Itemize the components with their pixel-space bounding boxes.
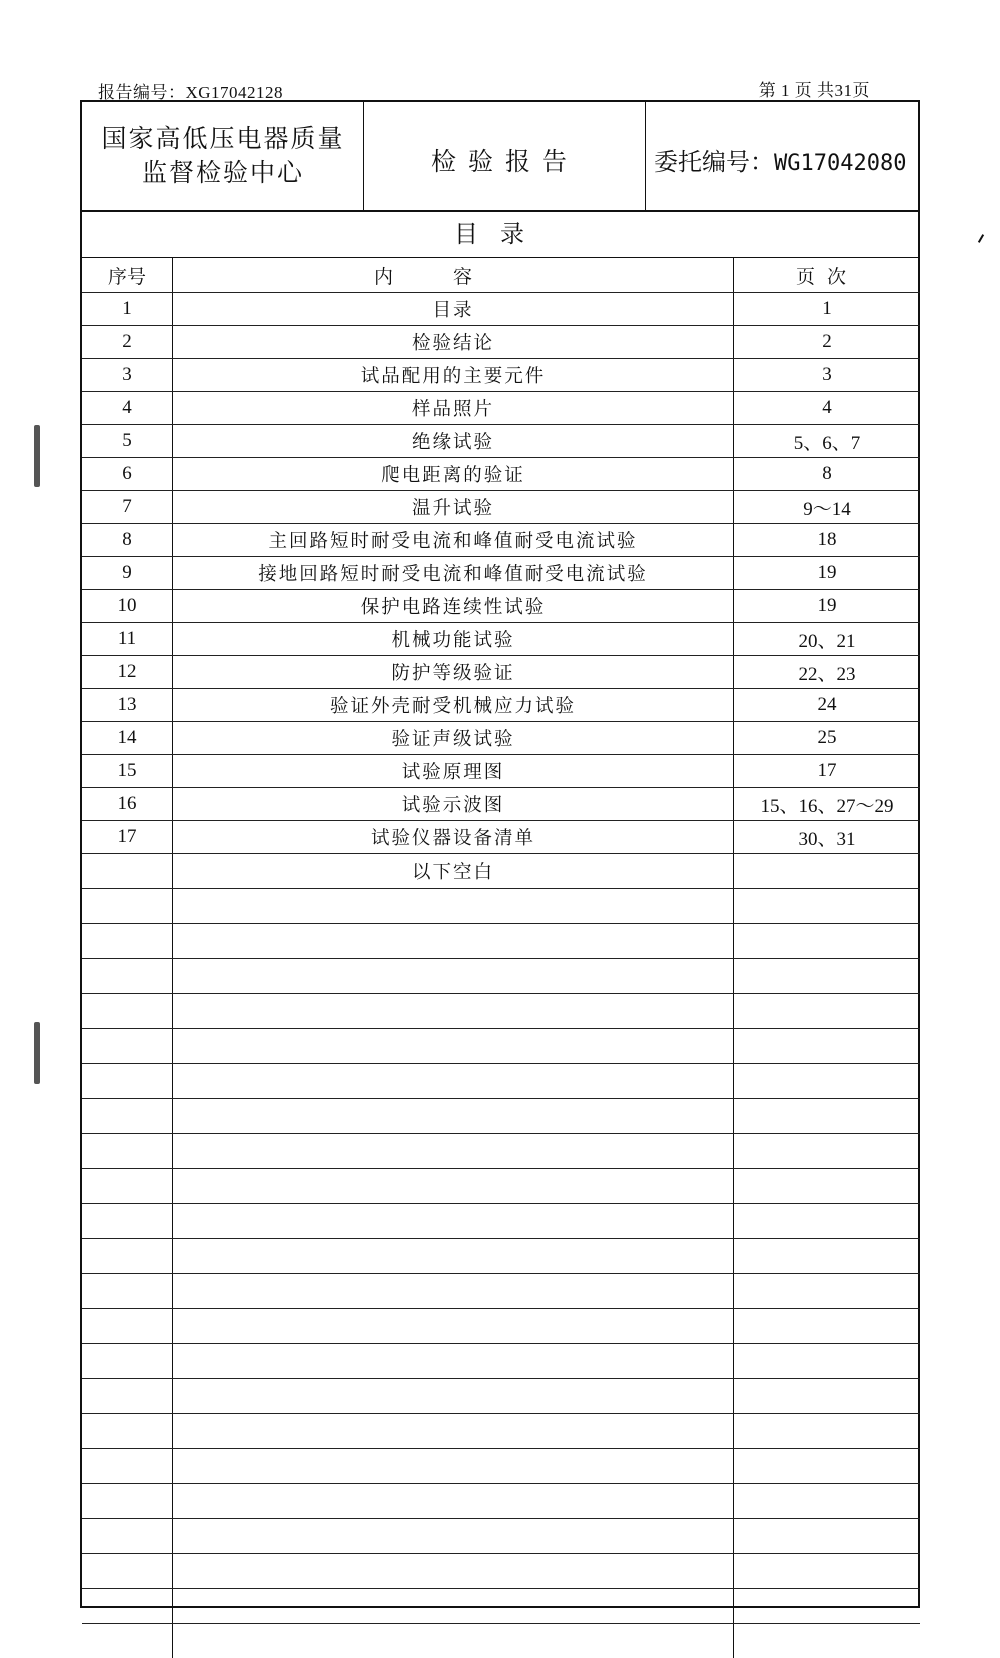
empty-cell bbox=[173, 1099, 734, 1134]
binding-staple bbox=[34, 425, 40, 487]
row-number: 8 bbox=[82, 524, 173, 557]
row-content: 验证声级试验 bbox=[173, 722, 734, 755]
row-content: 试验原理图 bbox=[173, 755, 734, 788]
row-number bbox=[82, 854, 173, 889]
empty-cell bbox=[734, 1484, 921, 1519]
table-row bbox=[82, 623, 920, 656]
organization-name bbox=[82, 122, 364, 190]
row-page: 17 bbox=[734, 755, 921, 788]
empty-cell bbox=[173, 1449, 734, 1484]
empty-cell bbox=[173, 1344, 734, 1379]
row-page: 20、21 bbox=[734, 623, 921, 656]
column-header-no: 序号 bbox=[82, 258, 173, 293]
row-content: 试品配用的主要元件 bbox=[173, 359, 734, 392]
toc-header-row bbox=[82, 258, 920, 293]
empty-cell bbox=[734, 1029, 921, 1064]
empty-cell bbox=[82, 1379, 173, 1414]
empty-cell bbox=[173, 1624, 734, 1658]
row-page: 22、23 bbox=[734, 656, 921, 689]
empty-row bbox=[82, 1274, 920, 1309]
empty-cell bbox=[173, 959, 734, 994]
row-page bbox=[734, 854, 921, 889]
empty-cell bbox=[173, 1029, 734, 1064]
empty-row bbox=[82, 1239, 920, 1274]
toc-title: 目录 bbox=[82, 210, 918, 258]
table-row bbox=[82, 755, 920, 788]
empty-cell bbox=[173, 1204, 734, 1239]
empty-cell bbox=[173, 1379, 734, 1414]
table-row bbox=[82, 359, 920, 392]
empty-row bbox=[82, 1344, 920, 1379]
row-page: 2 bbox=[734, 326, 921, 359]
empty-row bbox=[82, 1379, 920, 1414]
empty-cell bbox=[734, 1064, 921, 1099]
empty-cell bbox=[734, 1239, 921, 1274]
empty-cell bbox=[734, 1344, 921, 1379]
row-page: 3 bbox=[734, 359, 921, 392]
row-number: 17 bbox=[82, 821, 173, 854]
empty-cell bbox=[173, 1134, 734, 1169]
empty-cell bbox=[734, 924, 921, 959]
table-row bbox=[82, 293, 920, 326]
empty-row bbox=[82, 1449, 920, 1484]
empty-cell bbox=[734, 1309, 921, 1344]
empty-row bbox=[82, 1204, 920, 1239]
empty-cell bbox=[82, 1239, 173, 1274]
toc-table bbox=[82, 258, 920, 1658]
empty-cell bbox=[82, 1274, 173, 1309]
title-cell bbox=[364, 102, 646, 210]
commission-label: 委托编号： bbox=[654, 148, 774, 176]
empty-cell bbox=[173, 924, 734, 959]
table-row bbox=[82, 425, 920, 458]
table-row bbox=[82, 854, 920, 889]
row-content: 绝缘试验 bbox=[173, 425, 734, 458]
commission-number bbox=[654, 142, 924, 177]
row-page: 25 bbox=[734, 722, 921, 755]
empty-cell bbox=[173, 994, 734, 1029]
binding-staple bbox=[34, 1022, 40, 1084]
commission-cell bbox=[646, 102, 918, 210]
empty-cell bbox=[82, 994, 173, 1029]
empty-row bbox=[82, 959, 920, 994]
row-number: 15 bbox=[82, 755, 173, 788]
row-page: 30、31 bbox=[734, 821, 921, 854]
report-title: 检验报告 bbox=[364, 142, 646, 178]
table-row bbox=[82, 458, 920, 491]
row-number: 11 bbox=[82, 623, 173, 656]
row-number: 10 bbox=[82, 590, 173, 623]
toc-body bbox=[82, 293, 920, 1658]
column-header-content: 内容 bbox=[173, 258, 734, 293]
table-row bbox=[82, 326, 920, 359]
row-content: 接地回路短时耐受电流和峰值耐受电流试验 bbox=[173, 557, 734, 590]
empty-row bbox=[82, 1134, 920, 1169]
empty-cell bbox=[734, 994, 921, 1029]
report-sheet bbox=[80, 100, 920, 1608]
empty-row bbox=[82, 924, 920, 959]
row-number: 4 bbox=[82, 392, 173, 425]
empty-cell bbox=[173, 1064, 734, 1099]
row-page: 24 bbox=[734, 689, 921, 722]
row-number: 14 bbox=[82, 722, 173, 755]
empty-cell bbox=[82, 1484, 173, 1519]
empty-cell bbox=[82, 959, 173, 994]
empty-cell bbox=[734, 1554, 921, 1589]
table-row bbox=[82, 821, 920, 854]
table-row bbox=[82, 722, 920, 755]
empty-row bbox=[82, 1169, 920, 1204]
row-content: 验证外壳耐受机械应力试验 bbox=[173, 689, 734, 722]
row-content: 试验示波图 bbox=[173, 788, 734, 821]
empty-row bbox=[82, 1029, 920, 1064]
empty-cell bbox=[82, 1204, 173, 1239]
row-page: 15、16、27～29 bbox=[734, 788, 921, 821]
row-number: 5 bbox=[82, 425, 173, 458]
table-row bbox=[82, 557, 920, 590]
table-row bbox=[82, 392, 920, 425]
row-content: 样品照片 bbox=[173, 392, 734, 425]
empty-cell bbox=[734, 1449, 921, 1484]
empty-cell bbox=[173, 1274, 734, 1309]
organization-cell bbox=[82, 102, 364, 210]
row-number: 7 bbox=[82, 491, 173, 524]
empty-cell bbox=[173, 1169, 734, 1204]
empty-cell bbox=[734, 1379, 921, 1414]
row-number: 1 bbox=[82, 293, 173, 326]
top-info-line bbox=[88, 76, 920, 100]
empty-cell bbox=[173, 1589, 734, 1624]
row-number: 2 bbox=[82, 326, 173, 359]
row-page: 19 bbox=[734, 590, 921, 623]
empty-row bbox=[82, 1624, 920, 1658]
empty-row bbox=[82, 889, 920, 924]
empty-row bbox=[82, 1554, 920, 1589]
row-page: 18 bbox=[734, 524, 921, 557]
empty-cell bbox=[734, 1414, 921, 1449]
row-page: 1 bbox=[734, 293, 921, 326]
empty-cell bbox=[734, 1204, 921, 1239]
report-header bbox=[82, 102, 918, 212]
row-content: 温升试验 bbox=[173, 491, 734, 524]
organization-line-2: 监督检验中心 bbox=[82, 156, 364, 190]
row-page: 4 bbox=[734, 392, 921, 425]
empty-row bbox=[82, 1589, 920, 1624]
row-number: 9 bbox=[82, 557, 173, 590]
empty-cell bbox=[82, 889, 173, 924]
empty-row bbox=[82, 994, 920, 1029]
empty-cell bbox=[173, 1484, 734, 1519]
empty-cell bbox=[734, 1099, 921, 1134]
empty-cell bbox=[734, 1519, 921, 1554]
empty-cell bbox=[734, 889, 921, 924]
empty-cell bbox=[173, 1554, 734, 1589]
row-content: 主回路短时耐受电流和峰值耐受电流试验 bbox=[173, 524, 734, 557]
table-row bbox=[82, 590, 920, 623]
table-row bbox=[82, 524, 920, 557]
empty-cell bbox=[82, 1344, 173, 1379]
table-row bbox=[82, 491, 920, 524]
empty-cell bbox=[173, 1519, 734, 1554]
empty-cell bbox=[173, 1239, 734, 1274]
empty-cell bbox=[82, 1519, 173, 1554]
empty-cell bbox=[173, 1309, 734, 1344]
empty-cell bbox=[734, 1624, 921, 1658]
empty-cell bbox=[82, 1309, 173, 1344]
empty-cell bbox=[173, 1414, 734, 1449]
empty-cell bbox=[734, 1274, 921, 1309]
row-number: 12 bbox=[82, 656, 173, 689]
table-row bbox=[82, 689, 920, 722]
empty-cell bbox=[82, 1099, 173, 1134]
column-header-page: 页次 bbox=[734, 258, 921, 293]
row-number: 3 bbox=[82, 359, 173, 392]
empty-cell bbox=[82, 1134, 173, 1169]
page-info: 第 1 页 共31页 bbox=[759, 76, 870, 101]
empty-cell bbox=[173, 889, 734, 924]
row-page: 8 bbox=[734, 458, 921, 491]
empty-cell bbox=[734, 1589, 921, 1624]
empty-row bbox=[82, 1064, 920, 1099]
empty-cell bbox=[734, 1134, 921, 1169]
report-number: 报告编号：XG17042128 bbox=[98, 78, 283, 103]
empty-cell bbox=[82, 924, 173, 959]
empty-cell bbox=[82, 1414, 173, 1449]
row-page: 5、6、7 bbox=[734, 425, 921, 458]
row-content: 保护电路连续性试验 bbox=[173, 590, 734, 623]
pen-tick-mark bbox=[978, 234, 984, 243]
empty-cell bbox=[734, 959, 921, 994]
row-content: 防护等级验证 bbox=[173, 656, 734, 689]
table-row bbox=[82, 788, 920, 821]
end-note: 以下空白 bbox=[173, 854, 734, 889]
row-number: 13 bbox=[82, 689, 173, 722]
row-number: 16 bbox=[82, 788, 173, 821]
row-content: 机械功能试验 bbox=[173, 623, 734, 656]
empty-cell bbox=[734, 1169, 921, 1204]
row-page: 19 bbox=[734, 557, 921, 590]
empty-row bbox=[82, 1484, 920, 1519]
row-number: 6 bbox=[82, 458, 173, 491]
empty-cell bbox=[82, 1064, 173, 1099]
row-content: 试验仪器设备清单 bbox=[173, 821, 734, 854]
empty-cell bbox=[82, 1029, 173, 1064]
organization-line-1: 国家高低压电器质量 bbox=[82, 122, 364, 156]
empty-row bbox=[82, 1309, 920, 1344]
empty-cell bbox=[82, 1589, 173, 1624]
row-content: 爬电距离的验证 bbox=[173, 458, 734, 491]
commission-value: WG17042080 bbox=[774, 151, 906, 176]
row-page: 9～14 bbox=[734, 491, 921, 524]
empty-row bbox=[82, 1414, 920, 1449]
row-content: 检验结论 bbox=[173, 326, 734, 359]
empty-cell bbox=[82, 1624, 173, 1658]
empty-cell bbox=[82, 1554, 173, 1589]
table-row bbox=[82, 656, 920, 689]
empty-row bbox=[82, 1519, 920, 1554]
empty-row bbox=[82, 1099, 920, 1134]
empty-cell bbox=[82, 1169, 173, 1204]
row-content: 目录 bbox=[173, 293, 734, 326]
empty-cell bbox=[82, 1449, 173, 1484]
